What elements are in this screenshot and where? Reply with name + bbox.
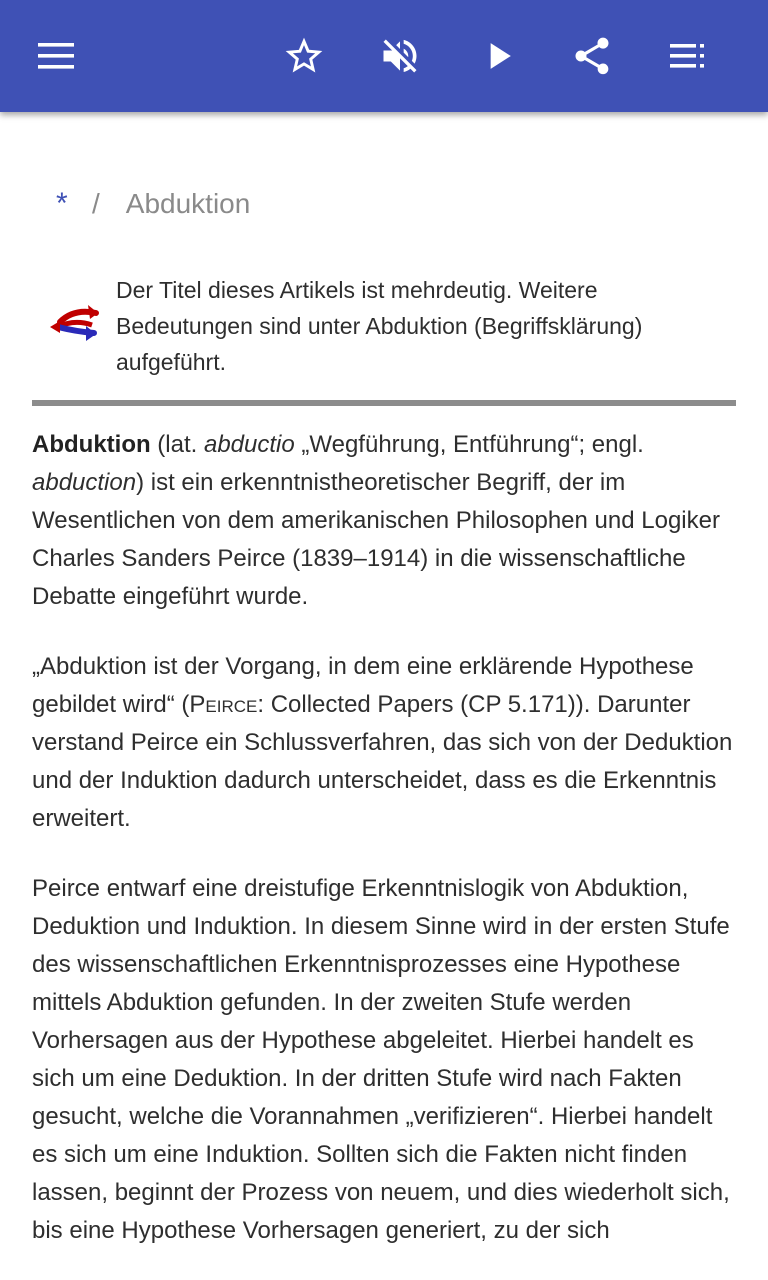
paragraph-intro bbox=[32, 426, 736, 616]
text-segment: ) ist ein erkenntnistheoretischer Begriff, der im Wesentlichen von dem amerikanischen Philosophen und Logiker Charles Sanders Peirce (1839–1914) in die wissenschaftliche Debatte eingeführt wurde. bbox=[32, 469, 720, 610]
mute-button[interactable] bbox=[372, 28, 428, 84]
article-content bbox=[0, 112, 768, 1280]
latin-term: abductio bbox=[203, 431, 295, 458]
disambiguation-icon bbox=[46, 300, 100, 344]
paragraph-definition bbox=[32, 648, 736, 838]
star-outline-icon bbox=[282, 34, 326, 78]
paragraph-logic: Peirce entwarf eine dreistufige Erkenntnislogik von Abduktion, Deduktion und Induktion. In diesem Sinne wird in der ersten Stufe des wissenschaftlichen Erkenntnisprozesses eine Hypothese mittels Abduktion gefunden. In der zweiten Stufe werden Vorhersagen aus der Hypothese abgeleitet. Hierbei handelt es sich um eine Deduktion. In der dritten Stufe wird nach Fakten gesucht, welche die Vorannahmen „verifizieren“. Hierbei handelt es sich um eine Induktion. Sollten sich die Fakten nicht finden lassen, beginnt der Prozess von neuem, und dies wiederholt sich, bis eine Hypothese Vorhersagen generiert, zu der sich bbox=[32, 875, 730, 1244]
english-term: abduction bbox=[32, 469, 137, 496]
text-segment: : Collected Papers (CP 5.171)). Darunter verstand Peirce ein Schlussverfahren, das sich von der Deduktion und der Induktion dadurch unterscheidet, dass es die Erkenntnis erweitert. bbox=[32, 691, 733, 832]
text-segment: „Wegführung, Entführung“; engl. bbox=[294, 431, 644, 458]
favorite-button[interactable] bbox=[276, 28, 332, 84]
share-icon bbox=[570, 34, 614, 78]
text-segment: (lat. bbox=[150, 431, 204, 458]
breadcrumb-current: Abduktion bbox=[125, 188, 251, 219]
article-term: Abduktion bbox=[32, 431, 151, 458]
hatnote-text: Der Titel dieses Artikels ist mehrdeutig. Weitere Bedeutungen sind unter Abduktion (Begriffsklärung) aufgeführt. bbox=[116, 277, 643, 375]
breadcrumb-separator: / bbox=[92, 188, 100, 219]
menu-button[interactable] bbox=[28, 28, 84, 84]
text-segment: „Abduktion ist der Vorgang, in dem eine erklärende Hypothese gebildet wird“ ( bbox=[32, 653, 694, 718]
author-name: Peirce bbox=[189, 691, 258, 718]
menu-icon bbox=[36, 41, 76, 71]
contents-button[interactable] bbox=[660, 28, 716, 84]
app-bar bbox=[0, 0, 768, 112]
playlist-icon bbox=[668, 41, 708, 71]
disambiguation-hatnote bbox=[32, 272, 736, 406]
play-icon bbox=[476, 34, 520, 78]
volume-off-icon bbox=[378, 34, 422, 78]
share-button[interactable] bbox=[564, 28, 620, 84]
play-button[interactable] bbox=[470, 28, 526, 84]
breadcrumb bbox=[56, 184, 250, 224]
breadcrumb-root-link[interactable]: * bbox=[56, 187, 68, 220]
